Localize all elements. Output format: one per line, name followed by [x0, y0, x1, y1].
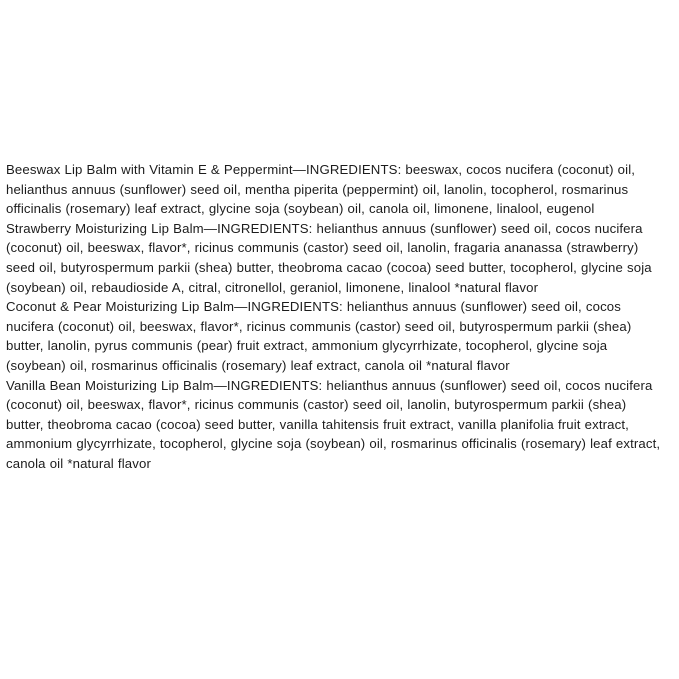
ingredients-text-block [6, 160, 661, 474]
ingredients-paragraph-strawberry: Strawberry Moisturizing Lip Balm—INGREDIENTS: helianthus annuus (sunflower) seed oil, cocos nucifera (coconut) oil, beeswax, flavor*, ricinus communis (castor) seed oil, lanolin, fragaria ananassa (strawberry) seed oil, butyrospermum parkii (shea) butter, theobroma cacao (cocoa) seed butter, tocopherol, glycine soja (soybean) oil, rebaudioside A, citral, citronellol, geraniol, limonene, linalool *natural flavor [6, 220, 652, 295]
ingredients-paragraph-vanilla-bean: Vanilla Bean Moisturizing Lip Balm—INGREDIENTS: helianthus annuus (sunflower) seed oil, cocos nucifera (coconut) oil, beeswax, flavor*, ricinus communis (castor) seed oil, lanolin, butyrospermum parkii (shea) butter, theobroma cacao (cocoa) seed butter, vanilla tahitensis fruit extract, vanilla planifolia fruit extract, ammonium glycyrrhizate, tocopherol, glycine soja (soybean) oil, rosmarinus officinalis (rosemary) leaf extract, canola oil *natural flavor [6, 377, 661, 471]
ingredients-paragraph-beeswax-peppermint: Beeswax Lip Balm with Vitamin E & Peppermint—INGREDIENTS: beeswax, cocos nucifera (coconut) oil, helianthus annuus (sunflower) seed oil, mentha piperita (peppermint) oil, lanolin, tocopherol, rosmarinus officinalis (rosemary) leaf extract, glycine soja (soybean) oil, canola oil, limonene, linalool, eugenol [6, 162, 636, 217]
ingredients-paragraph-coconut-pear: Coconut & Pear Moisturizing Lip Balm—INGREDIENTS: helianthus annuus (sunflower) seed oil, cocos nucifera (coconut) oil, beeswax, flavor*, ricinus communis (castor) seed oil, butyrospermum parkii (shea) butter, lanolin, pyrus communis (pear) fruit extract, ammonium glycyrrhizate, tocopherol, glycine soja (soybean) oil, rosmarinus officinalis (rosemary) leaf extract, canola oil *natural flavor [6, 299, 632, 373]
